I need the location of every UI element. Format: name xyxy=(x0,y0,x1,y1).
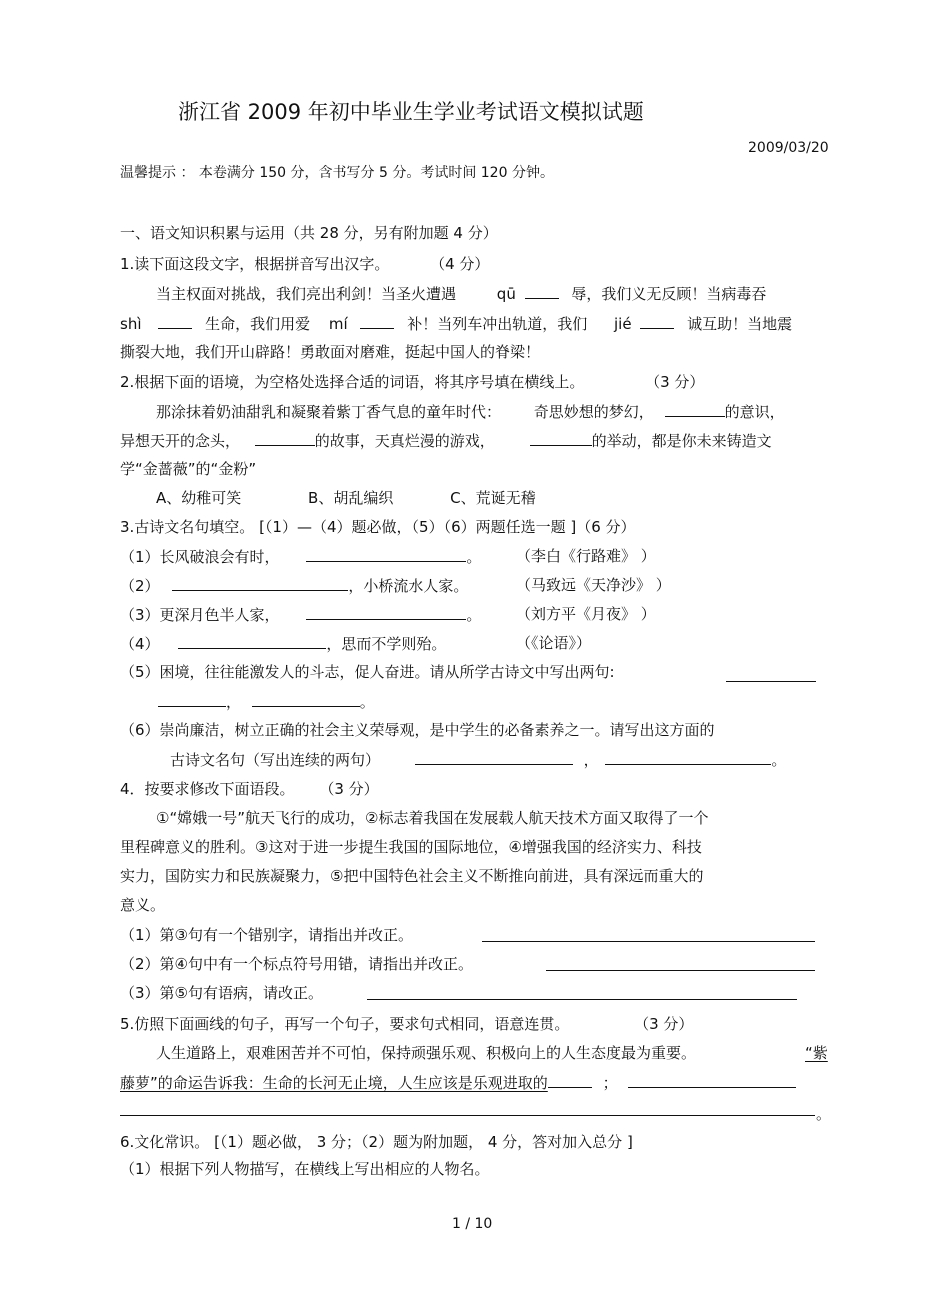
question-4-sub-3: （3）第⑤句有语病，请改正。 xyxy=(120,984,323,1002)
text-span: ，思而不学则殆。 xyxy=(326,635,447,653)
question-3-source-2: （马致远《天净沙》 ） xyxy=(516,576,671,594)
question-4-para-4: 意义。 xyxy=(120,896,166,914)
question-4-para-1: ①“嫦娥一号”航天飞行的成功，②标志着我国在发展载人航天技术方面又取得了一个 xyxy=(156,809,709,827)
score-label: （3 分） xyxy=(319,780,379,798)
underlined-sentence: 藤萝”的命运告诉我：生命的长河无止境，人生应该是乐观进取的 xyxy=(120,1074,548,1092)
answer-blank[interactable] xyxy=(367,999,797,1000)
question-5-end: 。 xyxy=(816,1105,832,1123)
text-span: 奇思妙想的梦幻， xyxy=(533,403,654,421)
question-1-stem xyxy=(120,254,489,274)
text-span: （4） xyxy=(120,635,160,653)
text-span: 补！当列车冲出轨道，我们 xyxy=(407,315,588,333)
question-3-item-2 xyxy=(120,575,468,596)
question-1-line-3: 撕裂大地，我们开山辟路！勇敢面对磨难，挺起中国人的脊梁！ xyxy=(120,343,541,361)
question-2-stem xyxy=(120,372,704,392)
question-text: 2.根据下面的语境，为空格处选择合适的词语，将其序号填在横线上。 xyxy=(120,373,585,391)
question-3-item-6-cont xyxy=(170,749,786,770)
question-2-options xyxy=(156,488,536,508)
page-title: 浙江省 2009 年初中毕业生学业考试语文模拟试题 xyxy=(178,100,644,124)
question-3-stem: 3.古诗文名句填空。 [（1）—（4）题必做，（5）（6）两题任选一题 ]（6 分） xyxy=(120,518,636,536)
question-2-line-2 xyxy=(120,430,772,451)
pinyin-label: qū xyxy=(496,285,516,303)
question-3-item-5-answer xyxy=(158,691,375,712)
answer-blank[interactable] xyxy=(178,633,326,649)
question-5-stem xyxy=(120,1014,693,1034)
exam-date: 2009/03/20 xyxy=(748,140,829,156)
question-3-item-1 xyxy=(120,546,481,567)
answer-blank[interactable] xyxy=(546,970,815,971)
section-heading: 一、语文知识积累与运用（共 28 分，另有附加题 4 分） xyxy=(120,224,498,242)
text-span: ； xyxy=(602,1074,618,1092)
text-span: （3）更深月色半人家， xyxy=(120,606,280,624)
question-3-item-4 xyxy=(120,633,446,654)
answer-blank[interactable] xyxy=(158,691,226,707)
answer-blank[interactable] xyxy=(158,313,192,329)
option-a: A、幼稚可笑 xyxy=(156,489,242,507)
answer-blank[interactable] xyxy=(415,749,573,765)
answer-blank[interactable] xyxy=(255,430,315,446)
question-text: 5.仿照下面画线的句子，再写一个句子，要求句式相同，语意连贯。 xyxy=(120,1015,570,1033)
answer-blank[interactable] xyxy=(530,430,592,446)
question-5-line-2 xyxy=(120,1072,796,1093)
answer-blank[interactable] xyxy=(120,1115,815,1116)
text-span: 的举动，都是你未来铸造文 xyxy=(591,432,772,450)
answer-blank[interactable] xyxy=(726,681,816,682)
question-3-item-5: （5）困境，往往能激发人的斗志，促人奋进。请从所学古诗文中写出两句: xyxy=(120,663,615,681)
text-span: 。 xyxy=(466,606,482,624)
question-4-stem xyxy=(120,779,379,799)
answer-blank[interactable] xyxy=(482,941,815,942)
question-3-source-1: （李白《行路难》 ） xyxy=(516,547,656,565)
text-span: 当主权面对挑战，我们亮出利剑！当圣火遭遇 xyxy=(156,285,457,303)
answer-blank[interactable] xyxy=(306,546,466,562)
score-label: （3 分） xyxy=(634,1015,694,1033)
answer-blank[interactable] xyxy=(172,575,348,591)
question-6-sub-1: （1）根据下列人物描写，在横线上写出相应的人物名。 xyxy=(120,1160,490,1178)
answer-blank[interactable] xyxy=(360,313,394,329)
question-4-para-3: 实力，国防实力和民族凝聚力，⑤把中国特色社会主义不断推向前进，具有深远而重大的 xyxy=(120,867,704,885)
underlined-sentence: “紫 xyxy=(805,1044,828,1062)
notice-text: 温馨提示 ： 本卷满分 150 分，含书写分 5 分。考试时间 120 分钟。 xyxy=(120,165,554,181)
text-span: ，小桥流水人家。 xyxy=(348,577,469,595)
question-3-item-3 xyxy=(120,604,481,625)
question-text: 4．按要求修改下面语段。 xyxy=(120,780,295,798)
answer-blank[interactable] xyxy=(628,1072,796,1088)
text-span: ， xyxy=(226,693,242,711)
pinyin-label: mí xyxy=(328,315,348,333)
question-3-item-6: （6）崇尚廉洁，树立正确的社会主义荣辱观，是中学生的必备素养之一。请写出这方面的 xyxy=(120,721,715,739)
pinyin-label: jié xyxy=(614,315,632,333)
text-span: 生命，我们用爱 xyxy=(205,315,311,333)
question-3-source-4: （《论语》） xyxy=(516,634,592,652)
text-span: 人生道路上，艰难困苦并不可怕，保持顽强乐观、积极向上的人生态度最为重要。 xyxy=(156,1044,697,1062)
text-span: 古诗文名句（写出连续的两句） xyxy=(170,751,381,769)
question-1-line-2 xyxy=(120,313,792,334)
underline-tail xyxy=(548,1073,592,1088)
question-6-stem: 6.文化常识。 [（1）题必做， 3 分；（2）题为附加题， 4 分，答对加入总分 ] xyxy=(120,1133,633,1151)
question-2-line-3: 学“金蔷薇”的“金粉” xyxy=(120,460,257,478)
question-4-sub-1: （1）第③句有一个错别字，请指出并改正。 xyxy=(120,926,413,944)
text-span: 诚互助！当地震 xyxy=(687,315,793,333)
text-span: 。 xyxy=(359,693,375,711)
question-5-line-1 xyxy=(156,1043,696,1063)
question-4-para-2: 里程碑意义的胜利。③这对于进一步提生我国的国际地位，④增强我国的经济实力、科技 xyxy=(120,838,702,856)
pinyin-label: shì xyxy=(120,315,142,333)
text-span: （2） xyxy=(120,577,160,595)
score-label: （3 分） xyxy=(645,373,705,391)
text-span: 的意识， xyxy=(724,403,785,421)
question-4-sub-2: （2）第④句中有一个标点符号用错，请指出并改正。 xyxy=(120,955,473,973)
answer-blank[interactable] xyxy=(252,691,360,707)
text-span: 异想天开的念头， xyxy=(120,432,241,450)
text-span: （1）长风破浪会有时， xyxy=(120,548,280,566)
answer-blank[interactable] xyxy=(525,283,559,299)
page-number: 1 / 10 xyxy=(452,1216,493,1232)
question-3-source-3: （刘方平《月夜》 ） xyxy=(516,605,656,623)
text-span: ， xyxy=(583,751,599,769)
text-span: 那涂抹着奶油甜乳和凝聚着紫丁香气息的童年时代： xyxy=(156,403,502,421)
text-span: 辱，我们义无反顾！当病毒吞 xyxy=(571,285,767,303)
text-span: 的故事，天真烂漫的游戏， xyxy=(314,432,495,450)
text-span: 。 xyxy=(771,751,787,769)
answer-blank[interactable] xyxy=(605,749,771,765)
option-b: B、胡乱编织 xyxy=(308,489,394,507)
answer-blank[interactable] xyxy=(665,401,725,417)
question-text: 1.读下面这段文字，根据拼音写出汉字。 xyxy=(120,255,390,273)
text-span: 。 xyxy=(466,548,482,566)
option-c: C、荒诞无稽 xyxy=(450,489,536,507)
answer-blank[interactable] xyxy=(306,604,466,620)
score-label: （4 分） xyxy=(430,255,490,273)
question-1-line-1 xyxy=(156,283,766,304)
question-2-line-1 xyxy=(156,401,785,422)
answer-blank[interactable] xyxy=(640,313,674,329)
